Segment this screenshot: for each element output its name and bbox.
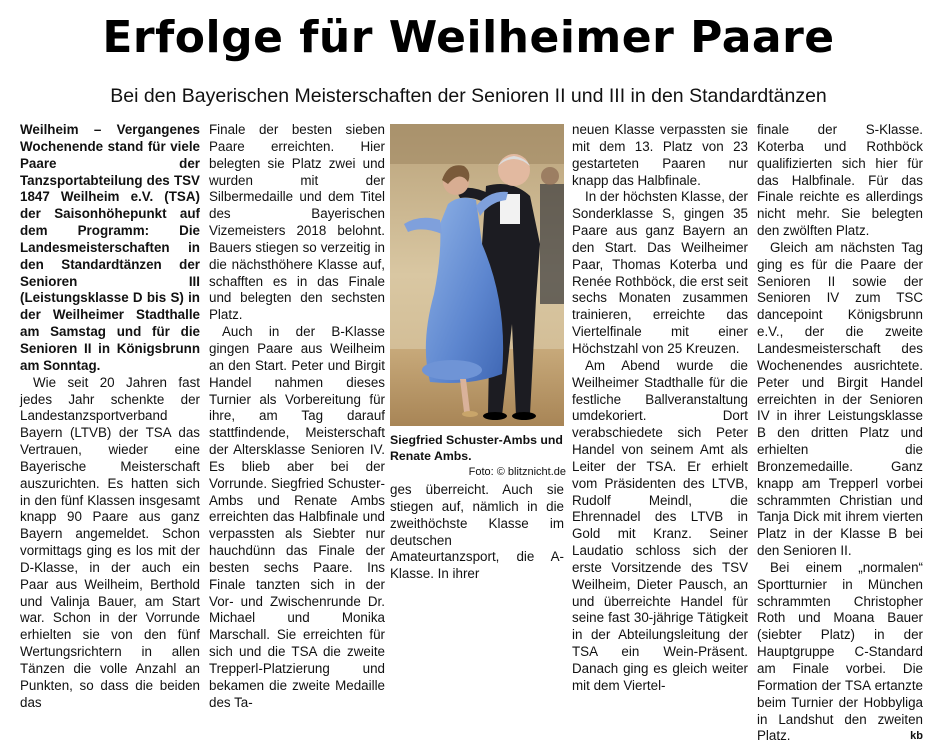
article-column-4 [757,122,923,745]
paragraph: Am Abend wurde die Weilheimer Stadthalle für die festliche Ballveranstaltung umdekoriert. Dort verabschiedete sich Peter Handel von seinem Amt als Leiter der TSA. Er erhielt vom Präsidenten des LTVB, Rudolf Meindl, die Ehrennadel des LTVB in Gold mit Kranz. Seiner Laudatio schloss sich der erste Vorsitzende des TSV Weilheim, Dieter Pausch, an und überreichte Handel für seine fast 30-jährige Tätigkeit in der Abteilungsleitung der TSA ein Wein-Präsent. Danach ging es gleich weiter mit dem Viertel- [572,357,748,693]
paragraph: finale der S-Klasse. Koterba und Rothböck qualifizierten sich hier für das Halbfinale. Für das Finale reichte es allerdings nicht mehr. Sie belegten den zwölften Platz. [757,122,923,239]
paragraph: neuen Klasse verpassten sie mit dem 13. Platz von 23 gestarteten Paaren nur knapp das Halbfinale. [572,122,748,188]
author-signoff: kb [910,730,923,743]
photo-caption [390,432,566,480]
photo-credit: Foto: © blitznicht.de [468,466,566,478]
dancing-couple-photo [390,124,564,426]
paragraph: Gleich am nächsten Tag ging es für die Paare der Senioren II sowie der Senioren IV zum TSC dancepoint Königsbrunn e.V., der die zweite Landesmeisterschaft des Wochenendes ausrichtete. Peter und Birgit Handel erreichten in der Senioren IV in ihrer Leistungsklasse B den dritten Platz und erhielten die Bronzemedaille. Ganz knapp am Trepperl vorbei schrammten Christian und Tanja Dick mit ihrem vierten Platz in der Klasse B bei den Senioren II. [757,239,923,559]
headline: Erfolge für Weilheimer Paare [102,12,835,63]
photo-column-text: ges überreicht. Auch sie stiegen auf, nämlich in die zweithöchste Klasse im deutschen Amateurtanzsport, die A-Klasse. In ihrer [390,482,564,582]
caption-text: Siegfried Schuster-Ambs und Renate Ambs. [390,433,563,463]
paragraph: In der höchsten Klasse, der Sonderklasse S, gingen 35 Paare aus ganz Bayern an den Start. Das Weilheimer Paar, Thomas Koterba und Renée Rothböck, die erst seit sechs Monaten zusammen trainieren, erreichte das Viertelfinale mit einer Höchstzahl von 25 Kreuzen. [572,189,749,356]
subheadline: Bei den Bayerischen Meisterschaften der Senioren II und III in den Standardtänzen [110,85,827,107]
paragraph: Finale der besten sieben Paare erreichten. Hier belegten sie Platz zwei und wurden mit der Silbermedaille und dem Titel des Bayerischen Vizemeisters 2018 belohnt. Bauers stiegen so verzeitig in die nächsthöhere Klasse auf, schafften es in das Finale und belegten den sechsten Platz. [209,122,385,323]
paragraph-text: Bei einem „normalen“ Sportturnier in München schrammten Christopher Roth und Moana Bauer (siebter Platz) in der Hauptgruppe C-Standard am Finale vorbei. Die Formation der TSA ertanzte beim Turnier der Hobbyliga in Landshut den zweiten Platz. [757,559,923,744]
article-column-1 [20,122,200,712]
paragraph [757,560,923,745]
paragraph: Auch in der B-Klasse gingen Paare aus Weilheim an den Start. Peter und Birgit Handel nahmen dieses Turnier als Vorbereitung für ihre, am Tag darauf stattfindende, Meisterschaft der Altersklasse Senioren IV. Es blieb aber bei der Vorrunde. Siegfried Schuster-Ambs und Renate Ambs erreichten das Halbfinale und verpassten als Siebter nur hauchdünn das Finale der besten sechs Paare. Ins Finale tanzten sich in der Vor- und Zwischenrunde Dr. Michael und Monika Marschall. Sie erreichten für sich und die TSA die zweite Trepperl-Platzierung und bekamen die zweite Medaille des Ta- [209,324,385,710]
lead-paragraph: Weilheim – Vergangenes Wochenende stand für viele Paare der Tanzsportabteilung des TSV 1847 Weilheim e.V. (TSA) der Saisonhöhepunkt auf dem Programm: Die Landesmeisterschaften in den Standardtänzen der Senioren III (Leistungsklasse D bis S) in der Weilheimer Stadthalle am Samstag und für die Senioren II in Königsbrunn am Sonntag. [20,122,200,373]
article-column-2 [209,122,385,712]
paragraph: Wie seit 20 Jahren fast jedes Jahr schenkte der Landestanzsportverband Bayern (LTVB) der TSA das Vertrauen, wieder eine Bayerische Meisterschaft auszurichten. Es hatten sich in den fünf Klassen insgesamt knapp 90 Paare aus ganz Bayern angemeldet. Schon vormittags ging es los mit der D-Klasse, in der auch ein Paar aus Weilheim, Berthold und Valinja Bauer, am Start war. Schon in der Vorrunde erhielten sie von den fünf Wertungsrichtern in allen Tänzen die volle Anzahl an Punkten, so dass die beiden das [20,374,200,710]
article-column-3 [572,122,748,695]
